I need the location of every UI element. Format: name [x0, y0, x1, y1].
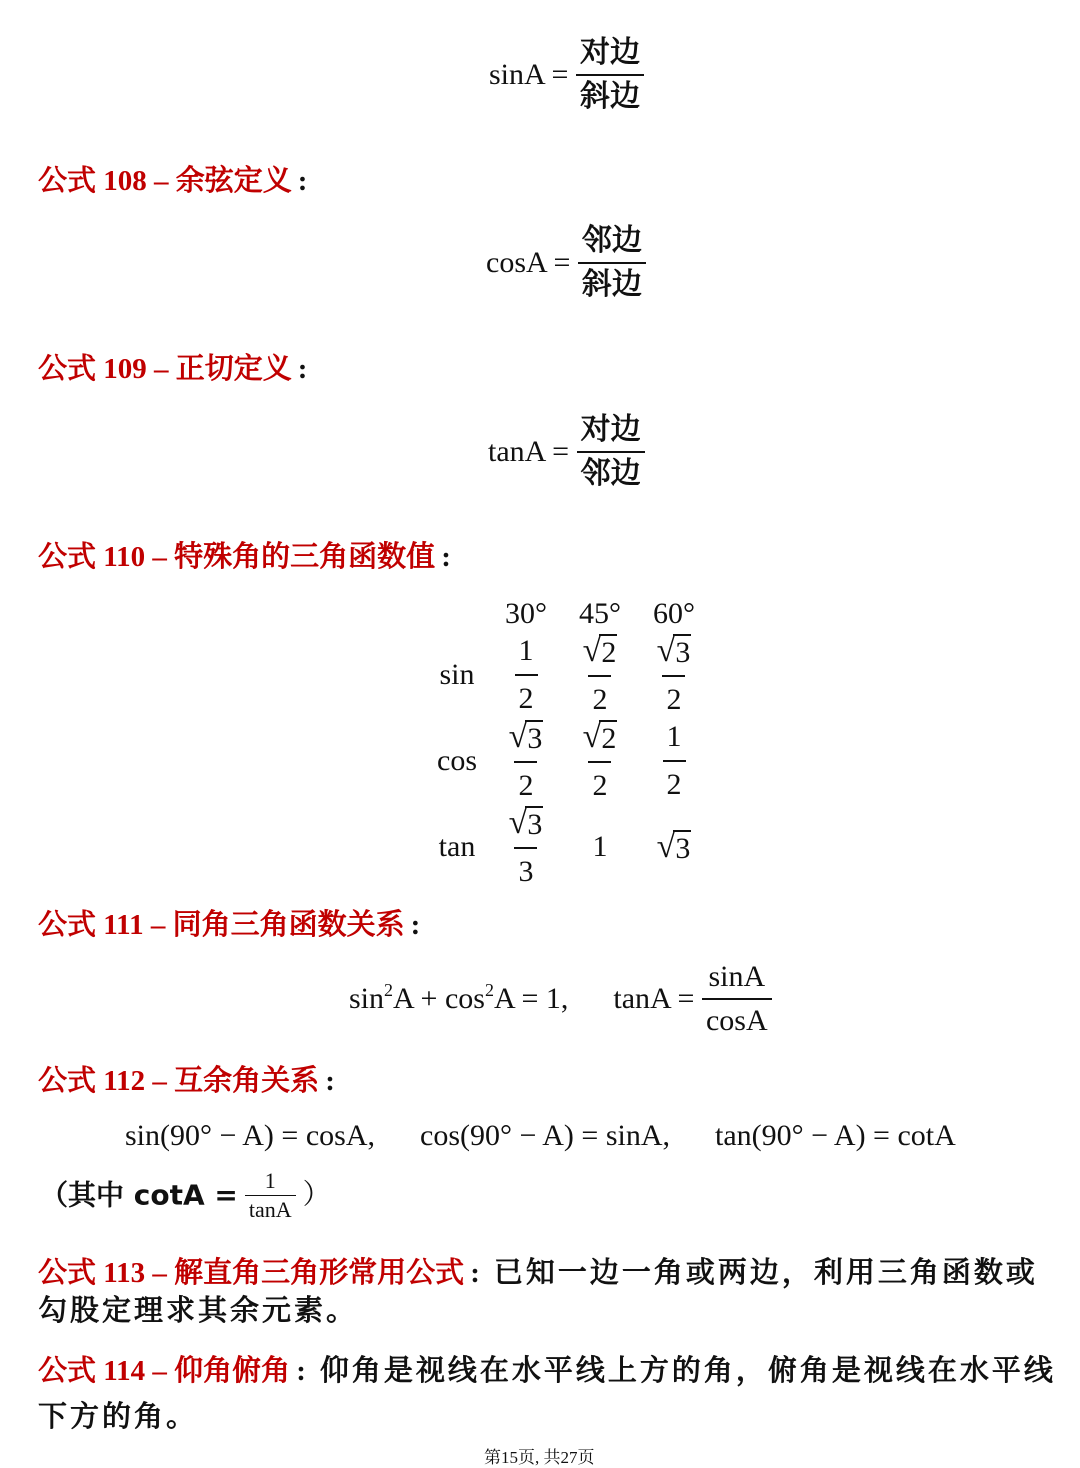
formula-title: 余弦定义 — [175, 163, 292, 197]
heading-colon: : — [470, 1257, 480, 1289]
sin-60-value: √ 3 2 — [656, 631, 691, 716]
formula-dash: – — [152, 1065, 167, 1097]
cosine-numerator: 邻边 — [581, 223, 642, 258]
sin-label: sin — [439, 658, 475, 691]
formula-110-heading — [38, 534, 451, 575]
formula-114-heading — [38, 1348, 1056, 1389]
formula-113-description-continued: 勾股定理求其余元素。 — [38, 1293, 359, 1327]
formula-number: 108 — [103, 165, 147, 197]
formula-prefix: 公式 — [38, 351, 97, 385]
pythagorean-identity-formula — [349, 962, 772, 1036]
formula-title: 正切定义 — [175, 351, 292, 385]
cot-note — [40, 1170, 331, 1221]
sin-30-value: $\frac{1}{2}$ — [515, 634, 538, 716]
tan-45-value: 1 — [592, 830, 608, 863]
formula-113-heading — [38, 1250, 1038, 1291]
formula-number: 114 — [103, 1355, 146, 1387]
cos-45-value: √ 2 2 — [582, 717, 617, 802]
heading-colon: : — [297, 353, 308, 385]
formula-title: 解直角三角形常用公式 — [174, 1255, 465, 1289]
cot-note-open: （其中 cotA = — [40, 1178, 238, 1212]
formula-prefix: 公式 — [38, 539, 97, 573]
formula-prefix: 公式 — [38, 1255, 97, 1289]
heading-colon: : — [441, 541, 451, 573]
special-angles-table — [425, 596, 711, 890]
formula-title: 同角三角函数关系 — [172, 907, 405, 941]
tangent-fraction — [577, 412, 645, 491]
sine-lhs: sinA = — [489, 58, 569, 91]
formula-prefix: 公式 — [38, 907, 97, 941]
tangent-definition-formula — [488, 412, 645, 491]
heading-colon: : — [325, 1065, 335, 1097]
formula-prefix: 公式 — [38, 1353, 97, 1387]
formula-112-heading — [38, 1058, 335, 1099]
formula-prefix: 公式 — [38, 1063, 97, 1097]
cosine-definition-formula — [486, 223, 646, 302]
heading-colon: : — [296, 1355, 306, 1387]
formula-111-heading — [38, 902, 420, 943]
formula-title: 特殊角的三角函数值 — [174, 539, 436, 573]
cot-note-close: ） — [302, 1179, 331, 1211]
cos-30-value: √ 3 2 — [508, 717, 543, 802]
tan-row — [425, 804, 711, 890]
tan-30-value: √ 3 3 — [508, 803, 543, 888]
formula-dash: – — [152, 1257, 167, 1289]
sin-45-value: √ 2 2 — [582, 631, 617, 716]
formula-dash: – — [152, 541, 167, 573]
formula-number: 112 — [103, 1065, 146, 1097]
cosine-fraction — [578, 223, 646, 302]
cos-label: cos — [437, 744, 477, 777]
cosine-lhs: cosA = — [486, 246, 571, 279]
formula-number: 113 — [103, 1257, 146, 1289]
cosine-denominator: 斜边 — [578, 262, 646, 300]
sine-denominator: 斜边 — [576, 74, 644, 112]
page-number-footer: 第15页, 共27页 — [484, 1448, 595, 1467]
formula-title: 互余角关系 — [174, 1063, 320, 1097]
formula-number: 111 — [103, 909, 144, 941]
complementary-angle-formulas — [125, 1121, 956, 1151]
formula-prefix: 公式 — [38, 163, 97, 197]
cot-note-fraction: $\frac{1}{\tan A}$ — [245, 1170, 296, 1221]
formula-number: 109 — [103, 353, 147, 385]
formula-dash: – — [150, 909, 166, 941]
tan-label: tan — [438, 830, 476, 863]
formula-dash: – — [152, 1355, 167, 1387]
identity-expression: $\sin^2A + \cos^2A = 1$, — [349, 980, 569, 1015]
complement-sin: sin(90° − A) = cosA, — [125, 1119, 375, 1152]
tangent-denominator: 邻边 — [577, 451, 645, 489]
formula-title: 仰角俯角 — [174, 1353, 291, 1387]
formula-number: 110 — [103, 541, 146, 573]
heading-colon: : — [297, 165, 308, 197]
formula-109-heading — [38, 346, 307, 387]
formula-114-description: 仰角是视线在水平线上方的角，俯角是视线在水平线 — [319, 1353, 1056, 1387]
tangent-numerator: 对边 — [580, 412, 641, 447]
formula-dash: – — [154, 353, 169, 385]
angle-header-row — [425, 596, 711, 632]
complement-tan: tan(90° − A) = cotA — [715, 1119, 956, 1152]
tangent-lhs: tanA = — [488, 435, 570, 468]
complement-cos: cos(90° − A) = sinA, — [420, 1119, 670, 1152]
formula-114-description-continued: 下方的角。 — [38, 1399, 199, 1433]
tan-60-value: √ 3 — [656, 827, 691, 865]
cos-row — [425, 718, 711, 804]
sine-numerator: 对边 — [579, 35, 640, 70]
angle-45: 45° — [579, 597, 621, 630]
sin-row — [425, 632, 711, 718]
formula-108-heading — [38, 158, 307, 199]
sine-fraction — [576, 35, 644, 114]
tan-quotient-fraction: $\frac{\sin A}{\cos A}$ — [702, 962, 772, 1036]
formula-113-description: 已知一边一角或两边，利用三角函数或 — [493, 1255, 1038, 1289]
tan-quotient-lhs: tanA = — [613, 982, 695, 1015]
angle-60: 60° — [653, 597, 695, 630]
cos-60-value: $\frac{1}{2}$ — [663, 720, 686, 802]
sine-definition-formula — [489, 35, 644, 114]
angle-30: 30° — [505, 597, 547, 630]
formula-dash: – — [154, 165, 169, 197]
heading-colon: : — [410, 909, 421, 941]
